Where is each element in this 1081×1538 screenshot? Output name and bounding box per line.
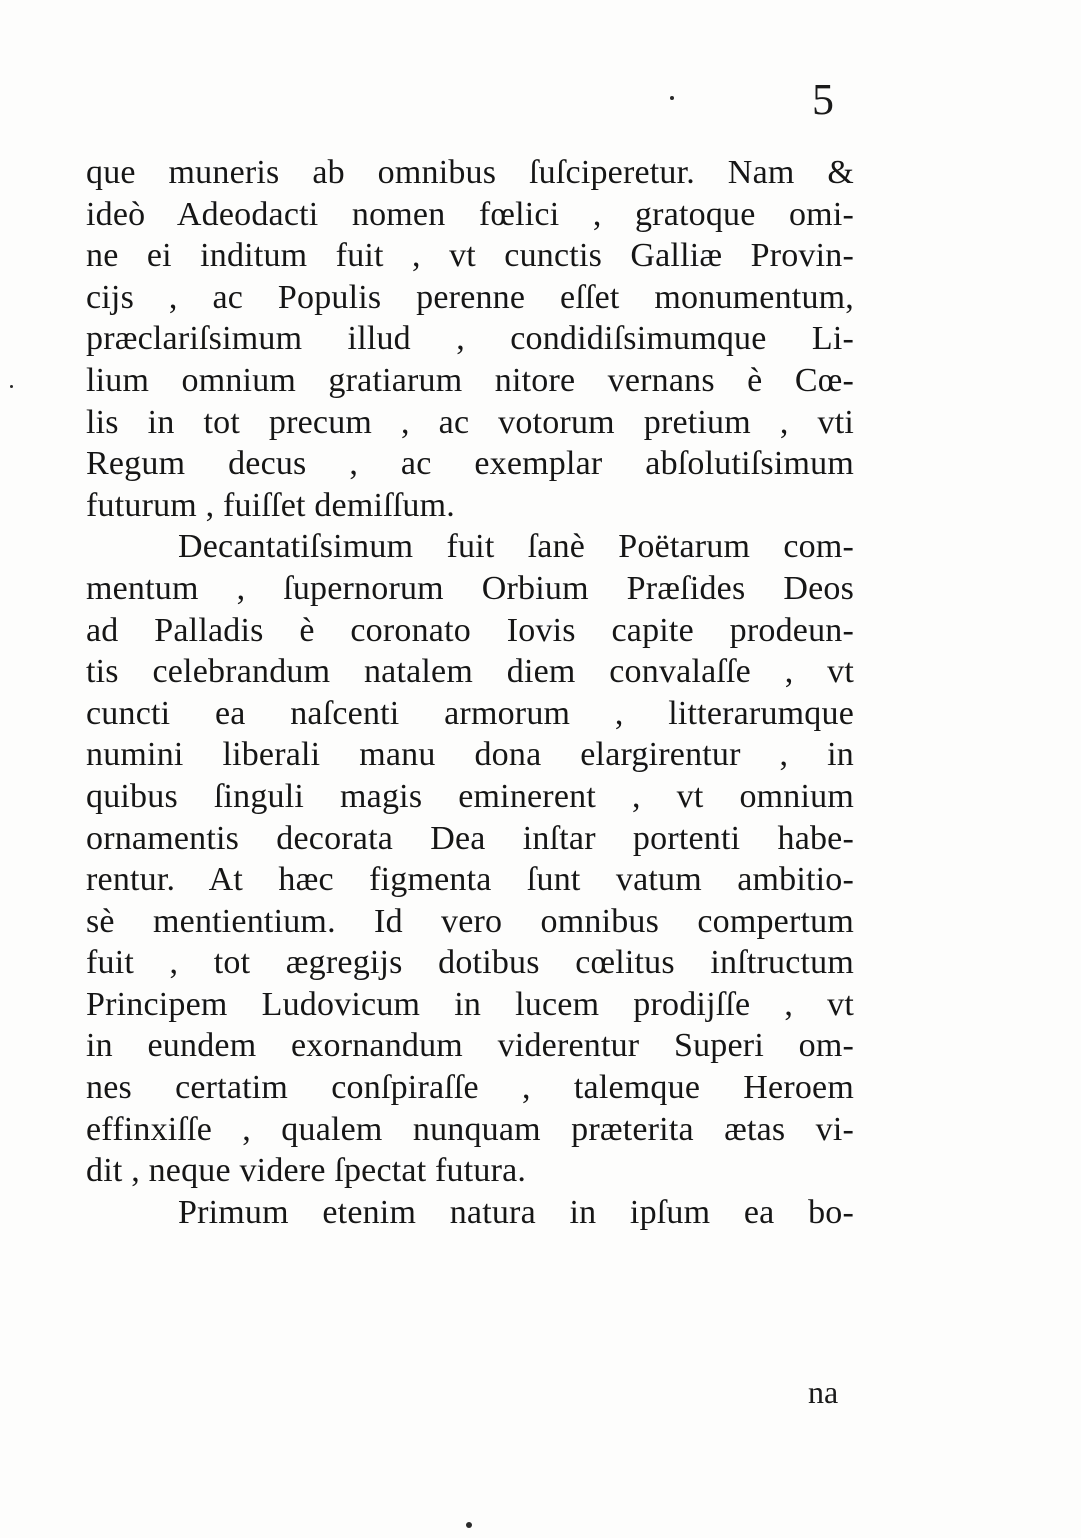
text-line: lis in tot precum , ac votorum pretium , vti: [86, 403, 854, 441]
paragraph-end-line: futurum , fuiſſet demiſſum.: [86, 486, 455, 524]
ink-speck: [10, 385, 13, 388]
text-line: rentur. At hæc figmenta ſunt vatum ambitio-: [86, 861, 854, 899]
text-line: sè mentientium. Id vero omnibus compertum: [86, 902, 854, 940]
text-line: fuit , tot ægregijs dotibus cœlitus inſtructum: [86, 944, 854, 982]
text-line: nes certatim conſpiraſſe , talemque Heroem: [86, 1069, 854, 1107]
text-line: tis celebrandum natalem diem convalaſſe , vt: [86, 653, 854, 691]
text-line: Principem Ludovicum in lucem prodijſſe , vt: [86, 985, 854, 1023]
ink-speck: [466, 1522, 472, 1528]
paragraph-start-line: Primum etenim natura in ipſum ea bo-: [178, 1193, 854, 1231]
page-number: 5: [812, 75, 834, 124]
text-line: ideò Adeodacti nomen fœlici , gratoque omi-: [86, 195, 854, 233]
text-line: præclariſsimum illud , condidiſsimumque Li-: [86, 320, 854, 358]
paragraph-start-line: Decantatiſsimum fuit ſanè Poëtarum com-: [178, 528, 854, 566]
body-text: [86, 152, 854, 1233]
text-line: ornamentis decorata Dea inſtar portenti habe-: [86, 819, 854, 857]
text-line: cuncti ea naſcenti armorum , litterarumque: [86, 694, 854, 732]
catchword: na: [808, 1374, 839, 1410]
text-line: mentum , ſupernorum Orbium Præſides Deos: [86, 569, 854, 607]
text-line: effinxiſſe , qualem nunquam præterita ætas vi-: [86, 1110, 854, 1148]
text-line: Regum decus , ac exemplar abſolutiſsimum: [86, 445, 854, 483]
text-line: ne ei inditum fuit , vt cunctis Galliæ Provin-: [86, 237, 854, 275]
ink-speck: [670, 96, 674, 100]
paragraph-end-line: dit , neque videre ſpectat futura.: [86, 1152, 527, 1190]
text-line: ad Palladis è coronato Iovis capite prodeun-: [86, 611, 854, 649]
text-line: que muneris ab omnibus ſuſciperetur. Nam &: [86, 154, 854, 191]
text-line: in eundem exornandum viderentur Superi om-: [86, 1027, 854, 1065]
text-line: cijs , ac Populis perenne eſſet monumentum,: [86, 278, 854, 316]
text-line: numini liberali manu dona elargirentur , in: [86, 736, 854, 774]
text-line: lium omnium gratiarum nitore vernans è Cœ-: [86, 361, 854, 399]
text-line: quibus ſinguli magis eminerent , vt omnium: [86, 777, 854, 815]
